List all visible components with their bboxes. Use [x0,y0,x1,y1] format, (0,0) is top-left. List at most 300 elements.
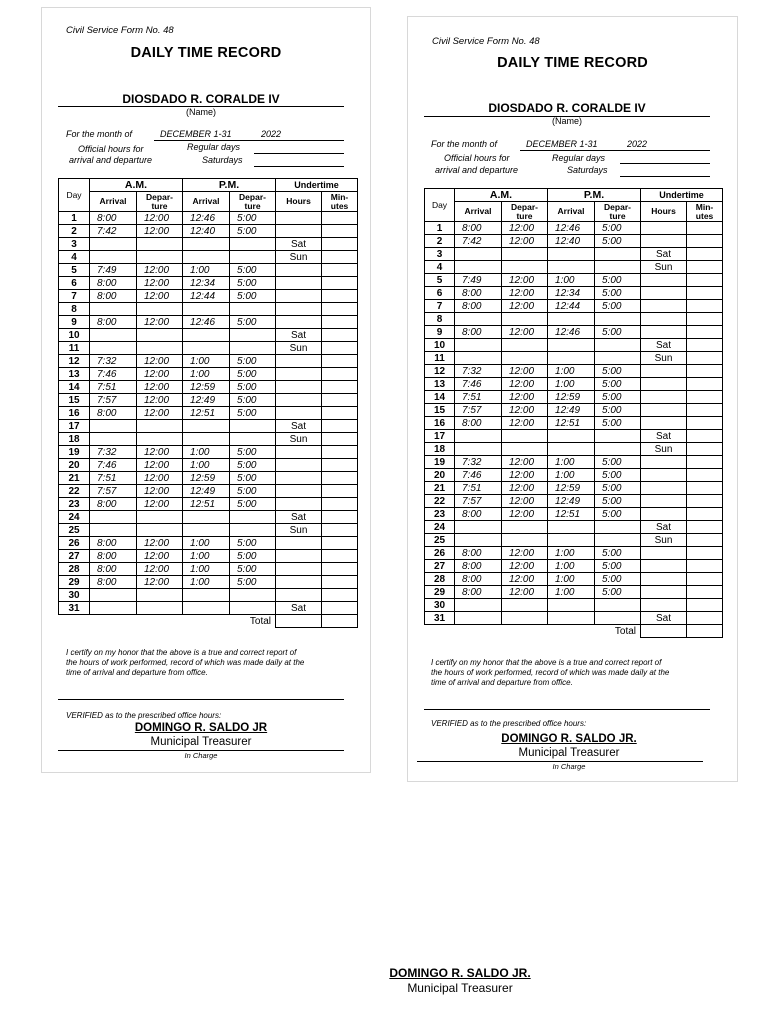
am-departure-cell: 12:00 [137,394,183,407]
pm-arrival-header: Arrival [183,192,230,212]
am-departure-cell: 12:00 [502,573,548,586]
am-arrival-cell [90,511,137,524]
am-arrival-header: Arrival [455,202,502,222]
am-arrival-cell: 7:49 [90,264,137,277]
undertime-hours-cell [641,547,687,560]
undertime-minutes-cell [322,420,358,433]
form-title: DAILY TIME RECORD [130,45,282,61]
undertime-minutes-cell [322,498,358,511]
undertime-hours-cell [641,469,687,482]
am-departure-cell: 12:00 [502,586,548,599]
undertime-minutes-cell [687,456,723,469]
undertime-hours-cell [641,495,687,508]
regular-days-line [254,153,344,154]
am-departure-cell: 12:00 [502,287,548,300]
dtr-row-day-11 [59,342,358,355]
day-cell: 24 [59,511,90,524]
day-cell: 18 [59,433,90,446]
pm-departure-cell: 5:00 [595,417,641,430]
undertime-minutes-cell [687,430,723,443]
undertime-minutes-cell [322,589,358,602]
am-arrival-cell: 7:32 [455,456,502,469]
undertime-hours-cell: Sat [641,339,687,352]
undertime-minutes-cell [322,511,358,524]
am-departure-cell: 12:00 [137,459,183,472]
dtr-table [424,188,723,638]
undertime-hours-cell: Sat [641,612,687,625]
day-cell: 11 [425,352,455,365]
am-arrival-cell [90,251,137,264]
am-arrival-cell: 7:49 [455,274,502,287]
dtr-table [58,178,358,628]
dtr-row-day-29 [59,576,358,589]
undertime-minutes-cell [322,342,358,355]
dtr-row-day-14 [59,381,358,394]
undertime-minutes-cell [687,287,723,300]
undertime-hours-cell: Sun [276,524,322,537]
am-arrival-cell: 8:00 [90,407,137,420]
undertime-minutes-cell [322,537,358,550]
am-departure-cell [502,430,548,443]
pm-departure-cell: 5:00 [595,222,641,235]
dtr-row-day-4 [425,261,723,274]
day-cell: 30 [425,599,455,612]
undertime-hours-cell: Sat [641,430,687,443]
am-arrival-cell [90,329,137,342]
am-departure-cell: 12:00 [137,537,183,550]
pm-departure-cell [595,534,641,547]
undertime-hours-cell [276,212,322,225]
form-title: DAILY TIME RECORD [497,55,648,71]
day-cell: 8 [425,313,455,326]
undertime-hours-cell [641,222,687,235]
am-arrival-cell: 7:32 [455,365,502,378]
dtr-row-day-28 [425,573,723,586]
pm-departure-cell [230,589,276,602]
day-cell: 12 [425,365,455,378]
am-arrival-cell: 8:00 [455,326,502,339]
am-arrival-cell: 8:00 [90,277,137,290]
undertime-header: Undertime [276,179,358,192]
pm-departure-cell: 5:00 [595,508,641,521]
am-departure-cell [137,303,183,316]
dtr-row-day-30 [59,589,358,602]
undertime-hours-cell [276,550,322,563]
day-cell: 1 [425,222,455,235]
pm-departure-cell: 5:00 [230,485,276,498]
undertime-minutes-cell [687,560,723,573]
am-departure-cell [502,339,548,352]
pm-arrival-cell [183,524,230,537]
day-cell: 28 [425,573,455,586]
undertime-hours-cell: Sun [641,534,687,547]
pm-departure-cell: 5:00 [595,274,641,287]
dtr-row-day-31 [59,602,358,615]
am-arrival-cell [455,248,502,261]
dtr-row-day-1 [425,222,723,235]
pm-header: P.M. [183,179,276,192]
pm-departure-cell: 5:00 [595,495,641,508]
pm-departure-cell [230,342,276,355]
am-arrival-cell: 7:57 [90,394,137,407]
am-departure-cell [502,521,548,534]
undertime-hours-cell [641,300,687,313]
pm-arrival-cell: 12:51 [548,508,595,521]
undertime-minutes-cell [322,485,358,498]
month-value: DECEMBER 1-31 [160,129,232,139]
pm-departure-cell: 5:00 [595,287,641,300]
dtr-row-day-2 [425,235,723,248]
year-value: 2022 [261,129,282,139]
am-departure-cell: 12:00 [502,560,548,573]
undertime-minutes-cell [322,212,358,225]
undertime-hours-cell [641,508,687,521]
am-departure-cell [137,602,183,615]
pm-departure-cell: 5:00 [595,456,641,469]
dtr-row-day-24 [425,521,723,534]
pm-arrival-cell: 1:00 [548,274,595,287]
day-cell: 10 [425,339,455,352]
undertime-minutes-cell [687,235,723,248]
pm-arrival-cell [548,599,595,612]
pm-arrival-cell: 1:00 [548,573,595,586]
day-cell: 11 [59,342,90,355]
officer-position: Municipal Treasurer [518,747,620,759]
undertime-hours-cell [276,264,322,277]
pm-departure-cell [230,420,276,433]
signature-line [58,699,344,700]
undertime-minutes-cell [322,290,358,303]
pm-departure-cell: 5:00 [230,277,276,290]
undertime-hours-cell [641,404,687,417]
undertime-minutes-cell [687,300,723,313]
minutes-header: Min- utes [687,202,723,222]
am-departure-cell: 12:00 [137,225,183,238]
dtr-row-day-21 [425,482,723,495]
employee-name: DIOSDADO R. CORALDE IV [488,101,646,115]
am-departure-cell: 12:00 [137,290,183,303]
undertime-hours-cell [641,482,687,495]
day-cell: 20 [59,459,90,472]
pm-departure-cell: 5:00 [230,407,276,420]
pm-departure-cell: 5:00 [230,459,276,472]
day-cell: 2 [59,225,90,238]
day-cell: 7 [59,290,90,303]
pm-arrival-cell [183,342,230,355]
am-departure-cell: 12:00 [137,576,183,589]
dtr-row-day-27 [425,560,723,573]
undertime-hours-cell [276,368,322,381]
pm-arrival-cell [183,329,230,342]
undertime-minutes-cell [687,222,723,235]
bottom-officer-position: Municipal Treasurer [407,981,513,995]
am-arrival-cell [455,352,502,365]
pm-departure-cell [230,433,276,446]
saturdays-label: Saturdays [567,165,608,175]
pm-arrival-cell: 12:51 [183,407,230,420]
dtr-row-day-7 [425,300,723,313]
undertime-hours-cell: Sat [276,602,322,615]
am-arrival-cell: 8:00 [455,222,502,235]
dtr-row-day-5 [425,274,723,287]
pm-arrival-cell: 1:00 [548,547,595,560]
am-departure-cell [502,352,548,365]
am-departure-cell: 12:00 [502,300,548,313]
pm-departure-cell [230,329,276,342]
day-cell: 20 [425,469,455,482]
am-departure-cell: 12:00 [502,495,548,508]
undertime-minutes-cell [322,381,358,394]
am-arrival-cell [90,589,137,602]
am-departure-cell [137,329,183,342]
dtr-row-day-22 [59,485,358,498]
day-cell: 17 [59,420,90,433]
pm-arrival-cell: 1:00 [548,586,595,599]
pm-departure-cell [230,511,276,524]
am-arrival-cell: 8:00 [455,508,502,521]
day-cell: 7 [425,300,455,313]
month-label: For the month of [66,129,133,139]
pm-departure-cell: 5:00 [230,316,276,329]
day-cell: 16 [59,407,90,420]
undertime-minutes-cell [322,407,358,420]
pm-departure-cell: 5:00 [595,586,641,599]
am-arrival-cell [455,599,502,612]
officer-name: DOMINGO R. SALDO JR [134,722,268,734]
undertime-minutes-cell [322,576,358,589]
day-cell: 16 [425,417,455,430]
day-cell: 12 [59,355,90,368]
pm-departure-cell: 5:00 [595,482,641,495]
am-departure-header: Depar- ture [502,202,548,222]
undertime-hours-cell [276,303,322,316]
pm-arrival-cell: 1:00 [548,469,595,482]
in-charge-label: In Charge [184,751,218,760]
dtr-row-day-26 [425,547,723,560]
day-cell: 25 [59,524,90,537]
am-arrival-cell: 8:00 [455,417,502,430]
month-underline [520,150,710,151]
am-departure-cell: 12:00 [137,407,183,420]
pm-arrival-cell: 12:46 [183,212,230,225]
day-cell: 19 [59,446,90,459]
day-cell: 14 [425,391,455,404]
dtr-row-day-25 [59,524,358,537]
am-arrival-cell [90,342,137,355]
undertime-hours-cell [641,560,687,573]
day-cell: 4 [425,261,455,274]
am-arrival-cell: 7:51 [455,482,502,495]
name-label: (Name) [185,107,216,117]
day-cell: 25 [425,534,455,547]
undertime-hours-cell [641,456,687,469]
undertime-minutes-cell [322,329,358,342]
pm-departure-cell: 5:00 [595,235,641,248]
day-header: Day [59,179,90,212]
am-arrival-cell: 8:00 [455,560,502,573]
am-arrival-cell: 7:32 [90,355,137,368]
undertime-hours-cell [641,417,687,430]
day-cell: 18 [425,443,455,456]
am-departure-cell [502,612,548,625]
undertime-hours-cell: Sat [641,521,687,534]
day-cell: 10 [59,329,90,342]
am-departure-cell: 12:00 [137,277,183,290]
undertime-minutes-cell [687,547,723,560]
am-arrival-cell: 7:42 [455,235,502,248]
day-cell: 15 [59,394,90,407]
day-cell: 5 [425,274,455,287]
dtr-row-day-19 [425,456,723,469]
undertime-hours-cell [276,290,322,303]
undertime-minutes-cell [322,316,358,329]
pm-arrival-cell: 12:51 [183,498,230,511]
dtr-row-day-21 [59,472,358,485]
day-cell: 2 [425,235,455,248]
day-cell: 15 [425,404,455,417]
undertime-hours-cell: Sat [276,511,322,524]
undertime-hours-cell [641,586,687,599]
saturdays-line [254,166,344,167]
dtr-row-day-2 [59,225,358,238]
hours-header: Hours [276,192,322,212]
day-cell: 21 [425,482,455,495]
dtr-row-day-1 [59,212,358,225]
undertime-hours-cell [276,472,322,485]
undertime-hours-cell [641,391,687,404]
am-departure-cell: 12:00 [137,212,183,225]
form-number: Civil Service Form No. 48 [432,36,540,47]
dtr-row-day-15 [425,404,723,417]
am-header: A.M. [455,189,548,202]
dtr-row-day-6 [425,287,723,300]
minutes-header: Min- utes [322,192,358,212]
undertime-minutes-cell [687,612,723,625]
pm-arrival-cell: 1:00 [183,459,230,472]
saturdays-line [620,176,710,177]
pm-arrival-cell: 12:59 [183,381,230,394]
undertime-minutes-cell [687,443,723,456]
day-cell: 27 [425,560,455,573]
am-departure-cell [502,313,548,326]
pm-departure-cell: 5:00 [595,560,641,573]
pm-departure-cell [230,524,276,537]
pm-arrival-cell [548,313,595,326]
day-header: Day [425,189,455,222]
pm-arrival-cell [183,511,230,524]
undertime-hours-cell [276,576,322,589]
undertime-minutes-cell [687,248,723,261]
dtr-row-day-18 [425,443,723,456]
am-arrival-cell: 8:00 [455,573,502,586]
dtr-row-day-12 [59,355,358,368]
undertime-hours-cell: Sun [641,261,687,274]
day-cell: 3 [425,248,455,261]
am-arrival-cell [90,303,137,316]
am-departure-cell: 12:00 [502,417,548,430]
pm-arrival-cell: 12:49 [183,394,230,407]
dtr-row-day-17 [425,430,723,443]
pm-arrival-cell: 12:34 [183,277,230,290]
dtr-row-day-23 [425,508,723,521]
pm-departure-cell: 5:00 [230,290,276,303]
am-departure-cell: 12:00 [502,274,548,287]
am-departure-cell: 12:00 [502,391,548,404]
am-arrival-cell: 7:46 [90,368,137,381]
pm-arrival-cell [183,420,230,433]
pm-departure-cell [230,303,276,316]
am-arrival-cell [455,313,502,326]
pm-arrival-cell: 12:59 [548,391,595,404]
am-arrival-cell: 7:46 [455,469,502,482]
am-arrival-cell: 8:00 [90,563,137,576]
undertime-minutes-cell [322,472,358,485]
am-departure-cell [502,443,548,456]
total-hours-cell [641,625,687,638]
day-cell: 23 [59,498,90,511]
undertime-hours-cell: Sun [641,443,687,456]
am-arrival-cell [90,420,137,433]
employee-name: DIOSDADO R. CORALDE IV [122,92,280,106]
pm-departure-cell: 5:00 [230,264,276,277]
undertime-minutes-cell [687,391,723,404]
dtr-row-day-16 [59,407,358,420]
undertime-hours-cell [641,599,687,612]
dtr-row-day-14 [425,391,723,404]
dtr-row-day-7 [59,290,358,303]
am-arrival-cell [90,524,137,537]
undertime-hours-cell: Sun [276,342,322,355]
am-arrival-cell [90,238,137,251]
regular-days-label: Regular days [552,153,606,163]
official-hours-label-1: Official hours for [78,144,144,154]
undertime-minutes-cell [322,264,358,277]
am-arrival-cell [90,602,137,615]
am-arrival-cell [455,521,502,534]
bottom-officer-name: DOMINGO R. SALDO JR. [389,966,531,980]
undertime-minutes-cell [687,404,723,417]
pm-arrival-cell: 12:59 [183,472,230,485]
dtr-row-day-12 [425,365,723,378]
regular-days-label: Regular days [187,142,241,152]
undertime-hours-cell [641,326,687,339]
undertime-minutes-cell [687,508,723,521]
certification-text: I certify on my honor that the above is a true and correct report of the hours of work performed, record of which was made daily at the time of arrival and departure from office. [431,658,670,687]
pm-departure-cell: 5:00 [595,469,641,482]
undertime-hours-cell [641,313,687,326]
am-departure-cell [137,589,183,602]
dtr-row-day-5 [59,264,358,277]
undertime-minutes-cell [322,394,358,407]
dtr-row-day-30 [425,599,723,612]
undertime-minutes-cell [687,313,723,326]
am-arrival-cell: 7:42 [90,225,137,238]
undertime-hours-cell [641,235,687,248]
dtr-row-day-22 [425,495,723,508]
pm-departure-cell: 5:00 [230,381,276,394]
total-hours-cell [276,615,322,628]
pm-arrival-cell: 1:00 [548,456,595,469]
total-minutes-cell [687,625,723,638]
day-cell: 28 [59,563,90,576]
pm-arrival-cell: 12:51 [548,417,595,430]
pm-departure-cell: 5:00 [595,391,641,404]
undertime-minutes-cell [687,469,723,482]
signature-line [424,709,710,710]
am-header: A.M. [90,179,183,192]
am-departure-cell [137,238,183,251]
am-departure-cell: 12:00 [137,563,183,576]
